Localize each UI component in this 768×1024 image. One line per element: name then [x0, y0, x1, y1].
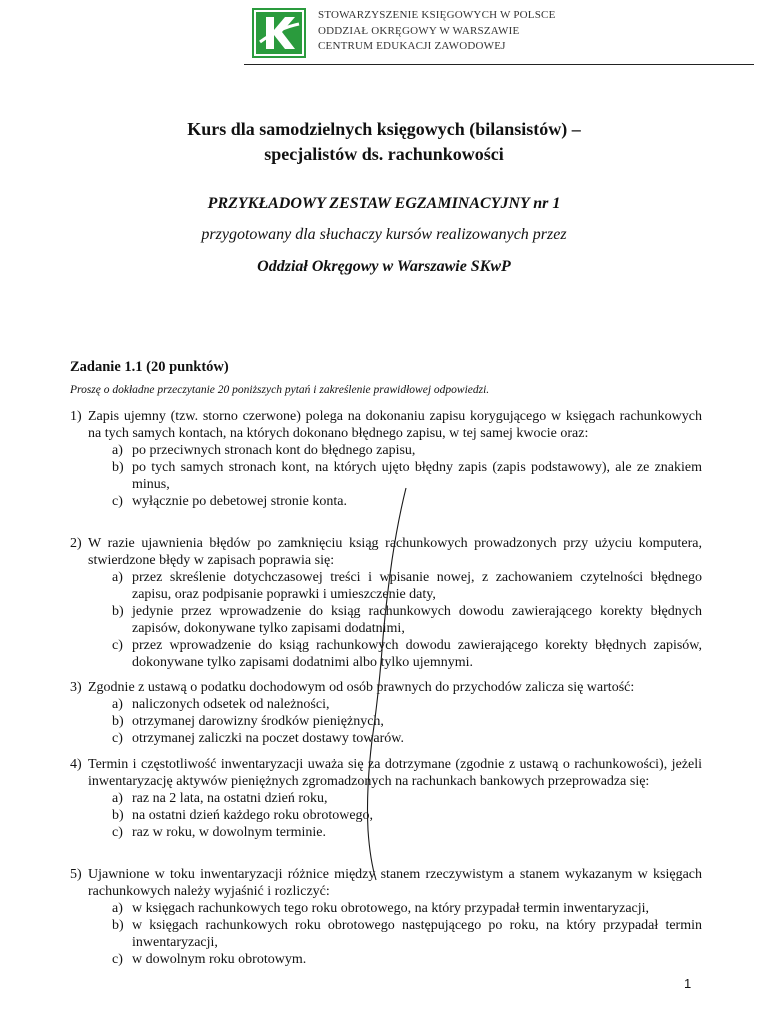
document-header [0, 0, 768, 70]
option-letter: a) [112, 697, 123, 712]
answer-options [112, 442, 702, 510]
header-divider [244, 64, 754, 65]
option-letter: c) [112, 494, 123, 509]
option-text: przez wprowadzenie do ksiąg rachunkowych dowodu zawierającego korekty błędnych zapisów, dokonywane tylko zapisami dodatnimi albo tylko ujemnymi. [132, 638, 702, 670]
option-letter: c) [112, 952, 123, 967]
question-number: 1) [70, 409, 82, 424]
answer-option-b[interactable] [112, 807, 702, 824]
option-text: otrzymanej zaliczki na poczet dostawy towarów. [132, 731, 404, 746]
org-line-1: STOWARZYSZENIE KSIĘGOWYCH W POLSCE [318, 9, 556, 21]
option-letter: b) [112, 714, 124, 729]
option-letter: a) [112, 570, 123, 585]
answer-options [112, 790, 702, 841]
answer-option-b[interactable] [112, 459, 702, 493]
option-letter: c) [112, 825, 123, 840]
question-text: Termin i częstotliwość inwentaryzacji uważa się za dotrzymane (zgodnie z ustawą o rachunkowości), jeżeli inwentaryzację aktywów pieniężnych zgromadzonych na rachunkach bankowych przeprowadza się: [88, 757, 702, 789]
question-text: Zgodnie z ustawą o podatku dochodowym od osób prawnych do przychodów zalicza się wartość: [88, 680, 635, 695]
option-text: w księgach rachunkowych roku obrotowego następującego po roku, na który przypadał termin inwentaryzacji, [132, 918, 702, 950]
answer-option-b[interactable] [112, 603, 702, 637]
option-letter: b) [112, 808, 124, 823]
option-text: po przeciwnych stronach kont do błędnego zapisu, [132, 443, 416, 458]
answer-option-c[interactable] [112, 824, 702, 841]
question-text: Ujawnione w toku inwentaryzacji różnice między stanem rzeczywistym a stanem wykazanym w księgach rachunkowych należy wyjaśnić i rozliczyć: [88, 867, 702, 899]
task-title: Zadanie 1.1 (20 punktów) [70, 359, 229, 375]
question-2 [70, 535, 702, 671]
option-text: otrzymanej darowizny środków pieniężnych, [132, 714, 384, 729]
answer-options [112, 696, 702, 747]
option-letter: b) [112, 604, 124, 619]
question-number: 4) [70, 757, 82, 772]
answer-option-b[interactable] [112, 713, 702, 730]
answer-option-a[interactable] [112, 696, 702, 713]
answer-option-c[interactable] [112, 951, 702, 968]
answer-options [112, 569, 702, 671]
option-text: raz w roku, w dowolnym terminie. [132, 825, 327, 840]
org-line-2: ODDZIAŁ OKRĘGOWY W WARSZAWIE [318, 24, 520, 37]
option-letter: a) [112, 791, 123, 806]
org-line-3: CENTRUM EDUKACJI ZAWODOWEJ [318, 40, 506, 52]
option-letter: b) [112, 918, 124, 933]
answer-option-c[interactable] [112, 730, 702, 747]
answer-option-c[interactable] [112, 493, 702, 510]
option-text: na ostatni dzień każdego roku obrotowego, [132, 808, 374, 823]
option-text: w dowolnym roku obrotowym. [132, 952, 307, 967]
option-text: naliczonych odsetek od należności, [132, 697, 330, 712]
answer-option-a[interactable] [112, 569, 702, 603]
task-instruction: Proszę o dokładne przeczytanie 20 poniższych pytań i zakreślenie prawidłowej odpowiedzi. [70, 384, 490, 396]
question-1 [70, 408, 702, 510]
answer-options [112, 900, 702, 968]
option-text: raz na 2 lata, na ostatni dzień roku, [132, 791, 328, 806]
answer-option-a[interactable] [112, 790, 702, 807]
answer-option-b[interactable] [112, 917, 702, 951]
option-text: wyłącznie po debetowej stronie konta. [132, 494, 347, 509]
answer-option-a[interactable] [112, 442, 702, 459]
skwp-logo [252, 8, 306, 58]
exam-set-organizer: Oddział Okręgowy w Warszawie SKwP [257, 258, 511, 275]
option-text: w księgach rachunkowych tego roku obrotowego, na który przypadał termin inwentaryzacji, [132, 901, 650, 916]
question-4 [70, 756, 702, 841]
question-3 [70, 679, 702, 747]
option-letter: a) [112, 901, 123, 916]
option-letter: b) [112, 460, 124, 475]
option-letter: c) [112, 731, 123, 746]
course-title-line-1: Kurs dla samodzielnych księgowych (bilansistów) – [187, 119, 581, 139]
page-number: 1 [684, 976, 692, 991]
course-title-line-2: specjalistów ds. rachunkowości [264, 144, 504, 164]
question-text: Zapis ujemny (tzw. storno czerwone) polega na dokonaniu zapisu korygującego w księgach rachunkowych na tych samych kontach, na których dokonano błędnego zapisu, w tej samej kwocie oraz: [88, 409, 702, 441]
exam-set-subtitle: przygotowany dla słuchaczy kursów realizowanych przez [201, 226, 567, 243]
question-5 [70, 866, 702, 968]
option-text: jedynie przez wprowadzenie do ksiąg rachunkowych dowodu zawierającego korekty błędnych zapisów, dokonywane tylko zapisami dodatnimi, [132, 604, 702, 636]
question-number: 5) [70, 867, 82, 882]
question-number: 2) [70, 536, 82, 551]
answer-option-a[interactable] [112, 900, 702, 917]
question-number: 3) [70, 680, 82, 695]
answer-option-c[interactable] [112, 637, 702, 671]
option-letter: a) [112, 443, 123, 458]
exam-set-title: PRZYKŁADOWY ZESTAW EGZAMINACYJNY nr 1 [207, 195, 561, 212]
organization-name [318, 8, 556, 55]
option-text: po tych samych stronach kont, na których ujęto błędny zapis (zapis podstawowy), ale ze znakiem minus, [132, 460, 702, 492]
option-text: przez skreślenie dotychczasowej treści i wpisanie nowej, z zachowaniem czytelności błędnego zapisu, oraz podpisanie poprawki i umieszczenie daty, [132, 570, 702, 602]
question-text: W razie ujawnienia błędów po zamknięciu ksiąg rachunkowych prowadzonych przy użyciu komputera, stwierdzone błędy w zapisach poprawia się: [88, 536, 702, 568]
logo-k-icon [252, 8, 306, 58]
option-letter: c) [112, 638, 123, 653]
